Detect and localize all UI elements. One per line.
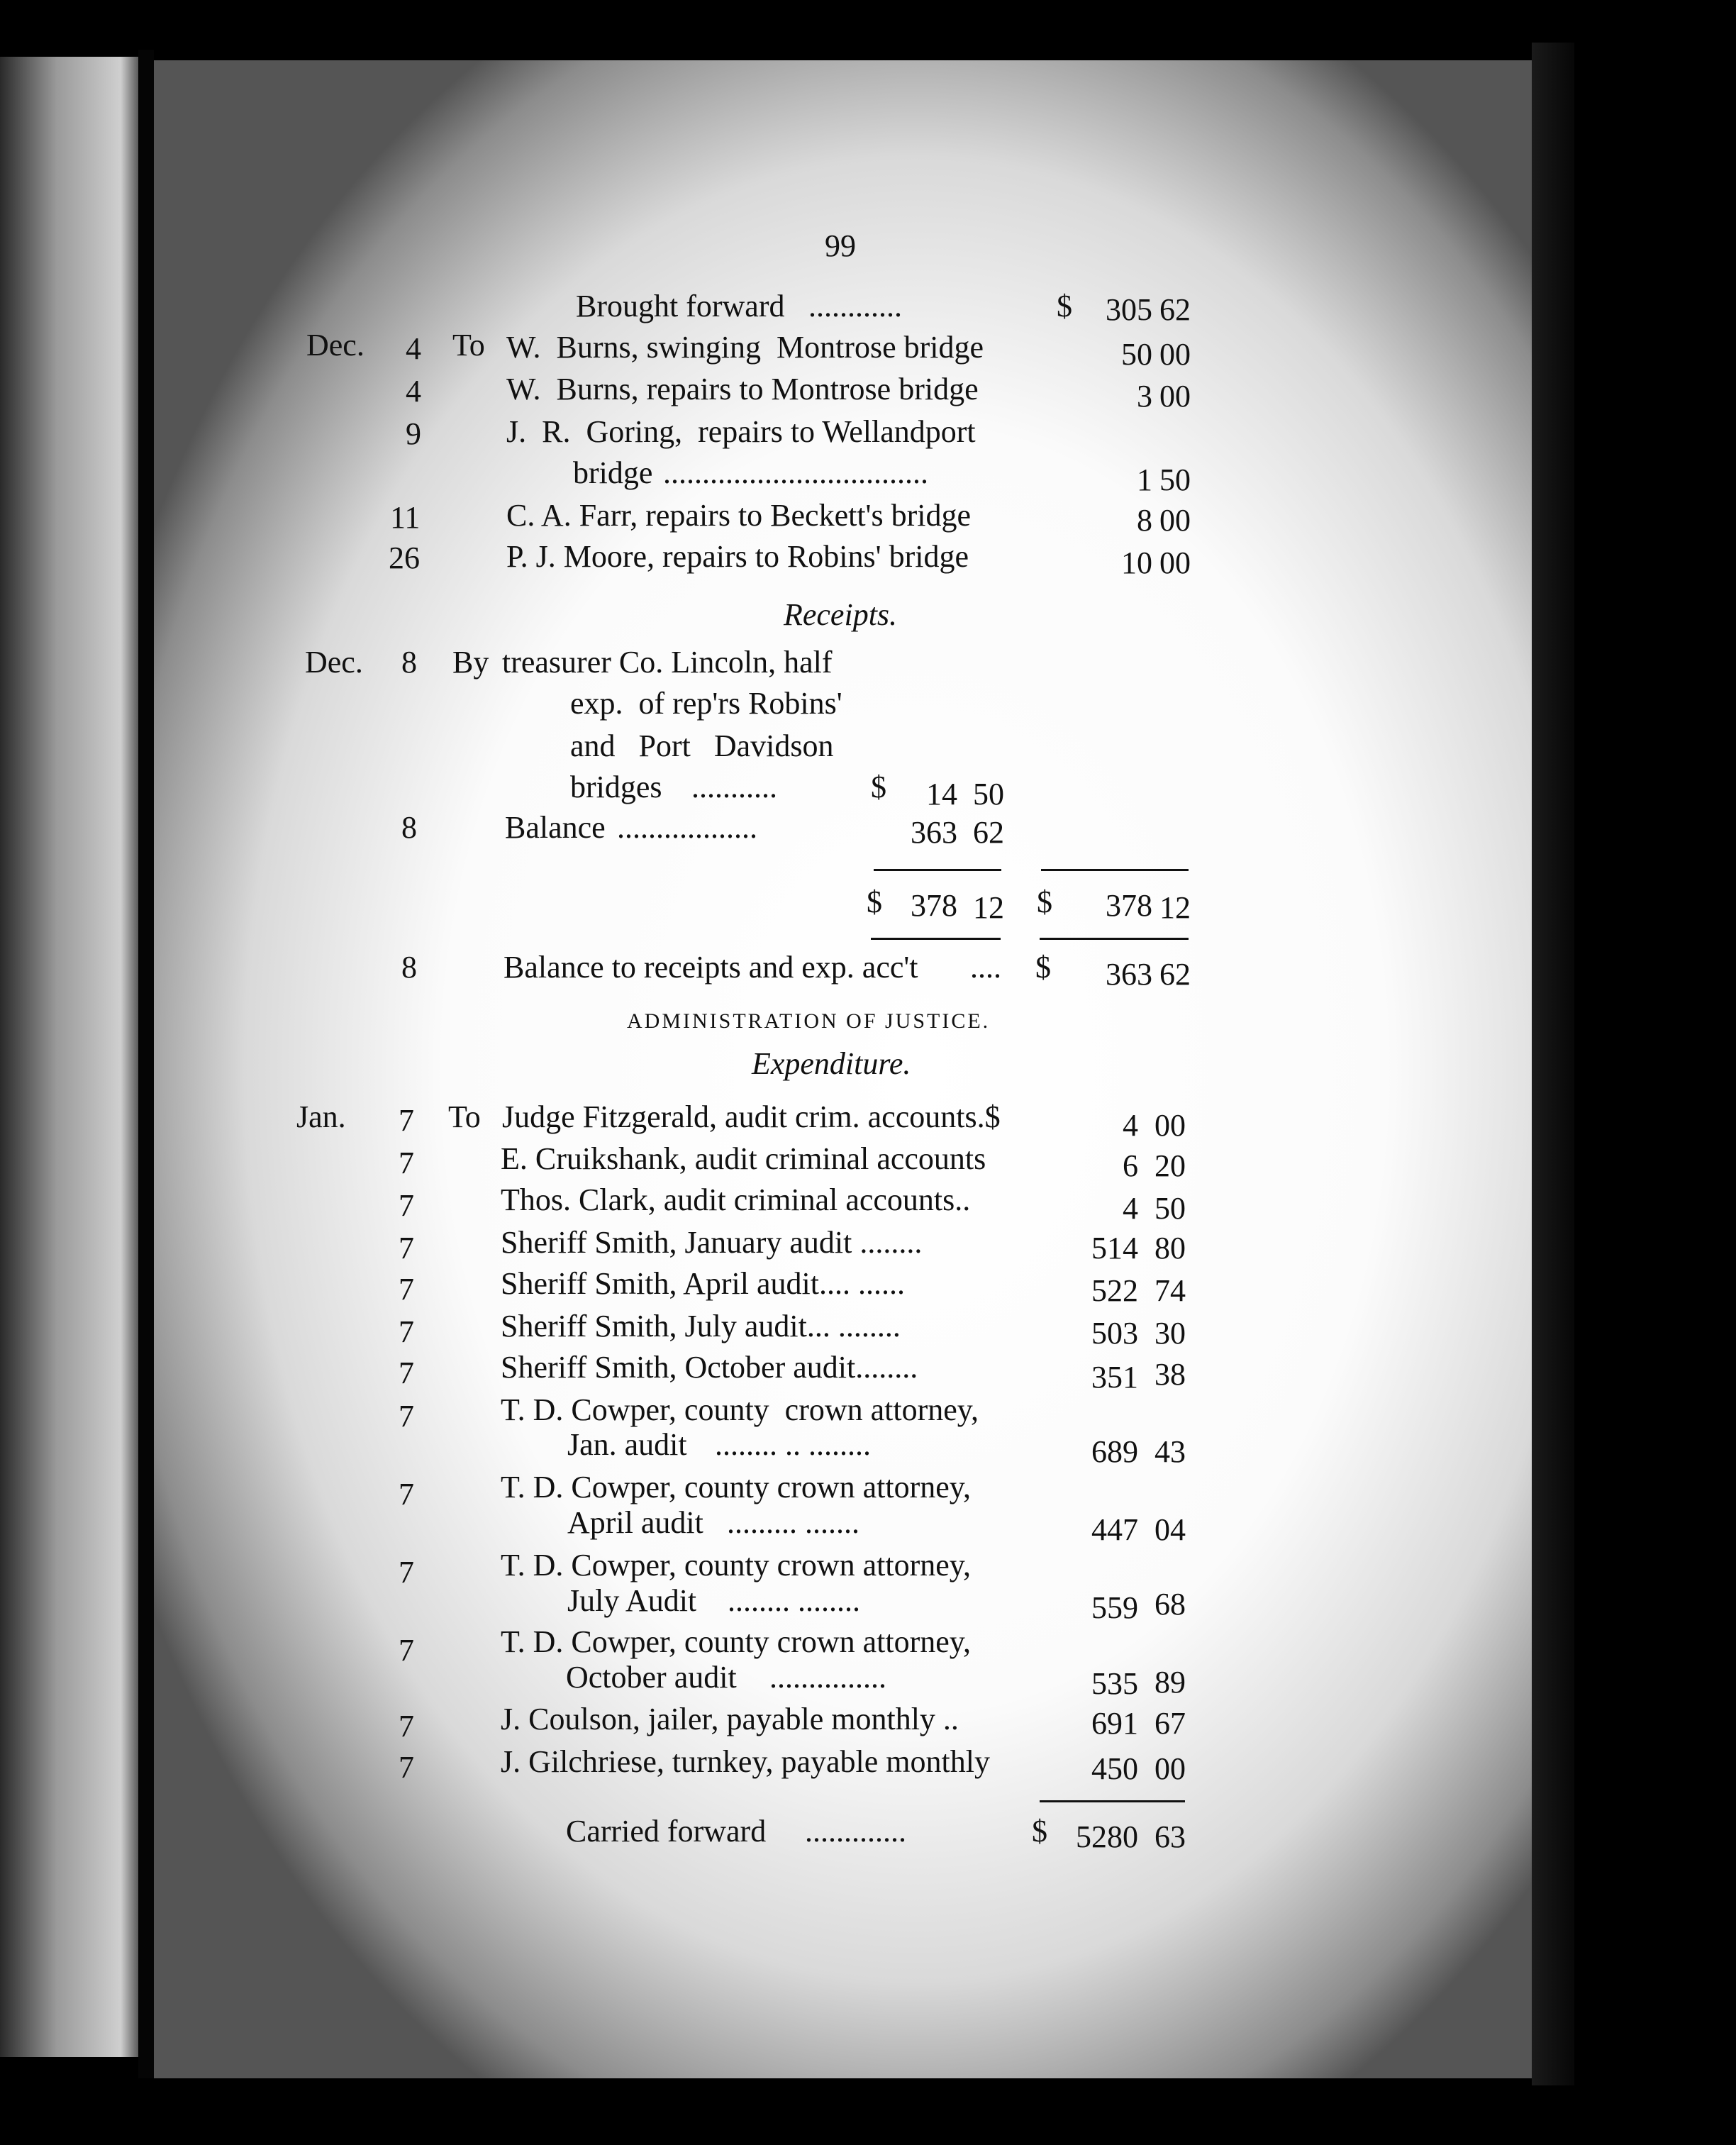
entry-dollars: 503 bbox=[1091, 1316, 1138, 1351]
receipts-dollar-sign: $ bbox=[871, 770, 886, 804]
entry-day: 4 bbox=[406, 331, 421, 366]
receipts-line: exp. of rep'rs Robins' bbox=[570, 686, 842, 721]
entry-prefix: To bbox=[452, 328, 485, 362]
entry-description: E. Cruikshank, audit criminal accounts bbox=[501, 1141, 986, 1176]
expenditure-heading: Expenditure. bbox=[752, 1046, 911, 1081]
entry-dollars: 6 bbox=[1123, 1148, 1138, 1183]
entry-dollars: 10 bbox=[1121, 545, 1152, 580]
page-number: 99 bbox=[825, 228, 856, 263]
receipts-month: Dec. bbox=[305, 645, 363, 680]
balance-transfer-dots: .... bbox=[970, 950, 1001, 985]
total-right-dollars: 378 bbox=[1106, 888, 1152, 923]
total-dollar-sign: $ bbox=[867, 885, 882, 919]
brought-forward-dots: ............ bbox=[808, 289, 902, 323]
entry-description: J. R. Goring, repairs to Wellandport bbox=[506, 414, 976, 449]
entry-day: 7 bbox=[399, 1477, 414, 1512]
entry-day: 7 bbox=[399, 1709, 414, 1744]
entry-dollars: 4 bbox=[1123, 1191, 1138, 1226]
book-gutter bbox=[138, 50, 154, 2078]
entry-leader-dots: ........ .. ........ bbox=[715, 1427, 871, 1462]
entry-dollars: 522 bbox=[1091, 1273, 1138, 1308]
entry-day: 7 bbox=[399, 1231, 414, 1265]
entry-cents: 89 bbox=[1154, 1665, 1186, 1700]
entry-description: Sheriff Smith, July audit... ........ bbox=[501, 1309, 901, 1343]
balance-transfer-label: Balance to receipts and exp. acc't bbox=[503, 950, 918, 985]
subtotal-rule bbox=[874, 869, 1001, 871]
entry-description: J. Coulson, jailer, payable monthly .. bbox=[501, 1702, 959, 1736]
carried-forward-dollar: $ bbox=[1032, 1814, 1047, 1849]
entry-description: Sheriff Smith, October audit........ bbox=[501, 1350, 918, 1385]
entry-day: 7 bbox=[399, 1314, 414, 1349]
entry-day: 7 bbox=[399, 1399, 414, 1434]
entry-cents: 67 bbox=[1154, 1706, 1186, 1741]
entry-continuation: July Audit bbox=[567, 1583, 697, 1618]
entry-cents: 43 bbox=[1154, 1434, 1186, 1469]
entry-description: Judge Fitzgerald, audit crim. accounts.$ bbox=[502, 1099, 1001, 1134]
balance-day: 8 bbox=[401, 810, 417, 845]
total-left-dollars: 378 bbox=[911, 888, 957, 923]
entry-dollars: 1 bbox=[1137, 462, 1152, 497]
entry-cents: 00 bbox=[1154, 1108, 1186, 1143]
brought-forward-dollars: 305 bbox=[1106, 292, 1152, 327]
receipts-prefix: By bbox=[452, 645, 489, 680]
balance-transfer-dollars: 363 bbox=[1106, 957, 1152, 992]
entry-description: Sheriff Smith, April audit.... ...... bbox=[501, 1266, 905, 1301]
entry-cents: 00 bbox=[1154, 1751, 1186, 1786]
entry-description: P. J. Moore, repairs to Robins' bridge bbox=[506, 539, 969, 574]
receipts-line: bridges bbox=[570, 770, 662, 804]
entry-day: 9 bbox=[406, 416, 421, 451]
entry-leader-dots: ........ ........ bbox=[720, 1583, 860, 1618]
entry-cents: 00 bbox=[1159, 379, 1191, 414]
balance-transfer-cents: 62 bbox=[1159, 957, 1191, 992]
entry-description: T. D. Cowper, county crown attorney, bbox=[501, 1470, 971, 1504]
entry-day: 7 bbox=[399, 1146, 414, 1180]
entry-day: 7 bbox=[399, 1750, 414, 1785]
brought-forward-dollar: $ bbox=[1057, 289, 1072, 323]
entry-dollars: 447 bbox=[1091, 1512, 1138, 1547]
total-dollar-sign: $ bbox=[1037, 885, 1052, 919]
entry-description: W. Burns, swinging Montrose bridge bbox=[506, 330, 984, 365]
entry-description: Thos. Clark, audit criminal accounts.. bbox=[501, 1182, 971, 1217]
carried-forward-dots: ............. bbox=[805, 1814, 906, 1849]
entry-continuation: bridge bbox=[573, 455, 653, 490]
entry-description: J. Gilchriese, turnkey, payable monthly bbox=[501, 1744, 990, 1779]
entry-cents: 50 bbox=[1154, 1191, 1186, 1226]
brought-forward-label: Brought forward bbox=[576, 289, 785, 323]
balance-label: Balance bbox=[505, 810, 606, 845]
receipts-dollars: 14 bbox=[926, 777, 957, 811]
entry-description: T. D. Cowper, county crown attorney, bbox=[501, 1548, 971, 1583]
entry-day: 7 bbox=[399, 1188, 414, 1223]
balance-cents: 62 bbox=[973, 815, 1004, 850]
balance-dollars: 363 bbox=[911, 815, 957, 850]
entry-day: 7 bbox=[399, 1272, 414, 1307]
balance-transfer-dollar: $ bbox=[1035, 950, 1051, 985]
entry-description: Sheriff Smith, January audit ........ bbox=[501, 1225, 923, 1260]
entry-dollars: 3 bbox=[1137, 379, 1152, 414]
carried-forward-label: Carried forward bbox=[566, 1814, 767, 1849]
receipts-cents: 50 bbox=[973, 777, 1004, 811]
entry-continuation: April audit bbox=[567, 1505, 703, 1540]
entry-dollars: 450 bbox=[1091, 1751, 1138, 1786]
balance-transfer-day: 8 bbox=[401, 950, 417, 985]
receipts-line: and Port Davidson bbox=[570, 728, 834, 763]
entry-prefix: To bbox=[448, 1099, 481, 1134]
entry-day: 11 bbox=[390, 500, 421, 535]
receipts-line: treasurer Co. Lincoln, half bbox=[502, 645, 833, 680]
entry-cents: 00 bbox=[1159, 503, 1191, 538]
entry-cents: 38 bbox=[1154, 1357, 1186, 1392]
facing-page-edge bbox=[0, 57, 142, 2057]
receipts-leader-dots: ........... bbox=[691, 770, 777, 804]
entry-dollars: 559 bbox=[1091, 1590, 1138, 1625]
entry-dollars: 50 bbox=[1121, 337, 1152, 372]
carried-forward-rule bbox=[1040, 1800, 1185, 1802]
entry-description: T. D. Cowper, county crown attorney, bbox=[501, 1392, 979, 1427]
entry-day: 7 bbox=[399, 1555, 414, 1590]
receipts-day: 8 bbox=[401, 645, 417, 680]
entry-dollars: 514 bbox=[1091, 1231, 1138, 1265]
entry-day: 4 bbox=[406, 374, 421, 409]
entry-day: 7 bbox=[399, 1103, 414, 1138]
section-heading: ADMINISTRATION OF JUSTICE. bbox=[627, 1009, 991, 1033]
entry-cents: 30 bbox=[1154, 1316, 1186, 1351]
entry-cents: 74 bbox=[1154, 1273, 1186, 1308]
entry-leader-dots: ............... bbox=[769, 1660, 886, 1695]
entry-cents: 50 bbox=[1159, 462, 1191, 497]
balance-leader-dots: .................. bbox=[617, 810, 757, 845]
total-rule bbox=[871, 938, 1001, 940]
entry-cents: 80 bbox=[1154, 1231, 1186, 1265]
entry-month: Dec. bbox=[306, 328, 365, 362]
entry-dollars: 689 bbox=[1091, 1434, 1138, 1469]
entry-day: 26 bbox=[389, 541, 420, 575]
entry-dollars: 4 bbox=[1123, 1108, 1138, 1143]
entry-cents: 00 bbox=[1159, 337, 1191, 372]
total-rule bbox=[1040, 938, 1189, 940]
carried-forward-dollars: 5280 bbox=[1076, 1819, 1138, 1854]
brought-forward-cents: 62 bbox=[1159, 292, 1191, 327]
entry-description: T. D. Cowper, county crown attorney, bbox=[501, 1624, 971, 1659]
carried-forward-cents: 63 bbox=[1154, 1819, 1186, 1854]
entry-cents: 04 bbox=[1154, 1512, 1186, 1547]
total-right-cents: 12 bbox=[1159, 890, 1191, 925]
entry-month: Jan. bbox=[296, 1099, 346, 1134]
entry-leader-dots: .................................. bbox=[663, 455, 928, 490]
entry-dollars: 535 bbox=[1091, 1666, 1138, 1701]
entry-continuation: Jan. audit bbox=[567, 1427, 687, 1462]
entry-cents: 20 bbox=[1154, 1148, 1186, 1183]
subtotal-rule bbox=[1041, 869, 1189, 871]
entry-day: 7 bbox=[399, 1633, 414, 1668]
total-left-cents: 12 bbox=[973, 890, 1004, 925]
entry-description: W. Burns, repairs to Montrose bridge bbox=[506, 372, 979, 406]
entry-continuation: October audit bbox=[566, 1660, 737, 1695]
receipts-heading: Receipts. bbox=[784, 597, 898, 632]
entry-day: 7 bbox=[399, 1356, 414, 1390]
entry-leader-dots: ......... ....... bbox=[727, 1505, 859, 1540]
entry-cents: 68 bbox=[1154, 1587, 1186, 1622]
entry-cents: 00 bbox=[1159, 545, 1191, 580]
entry-description: C. A. Farr, repairs to Beckett's bridge bbox=[506, 498, 972, 533]
page-edge-shadow bbox=[1532, 43, 1574, 2085]
entry-dollars: 351 bbox=[1091, 1360, 1138, 1395]
entry-dollars: 8 bbox=[1137, 503, 1152, 538]
entry-dollars: 691 bbox=[1091, 1706, 1138, 1741]
